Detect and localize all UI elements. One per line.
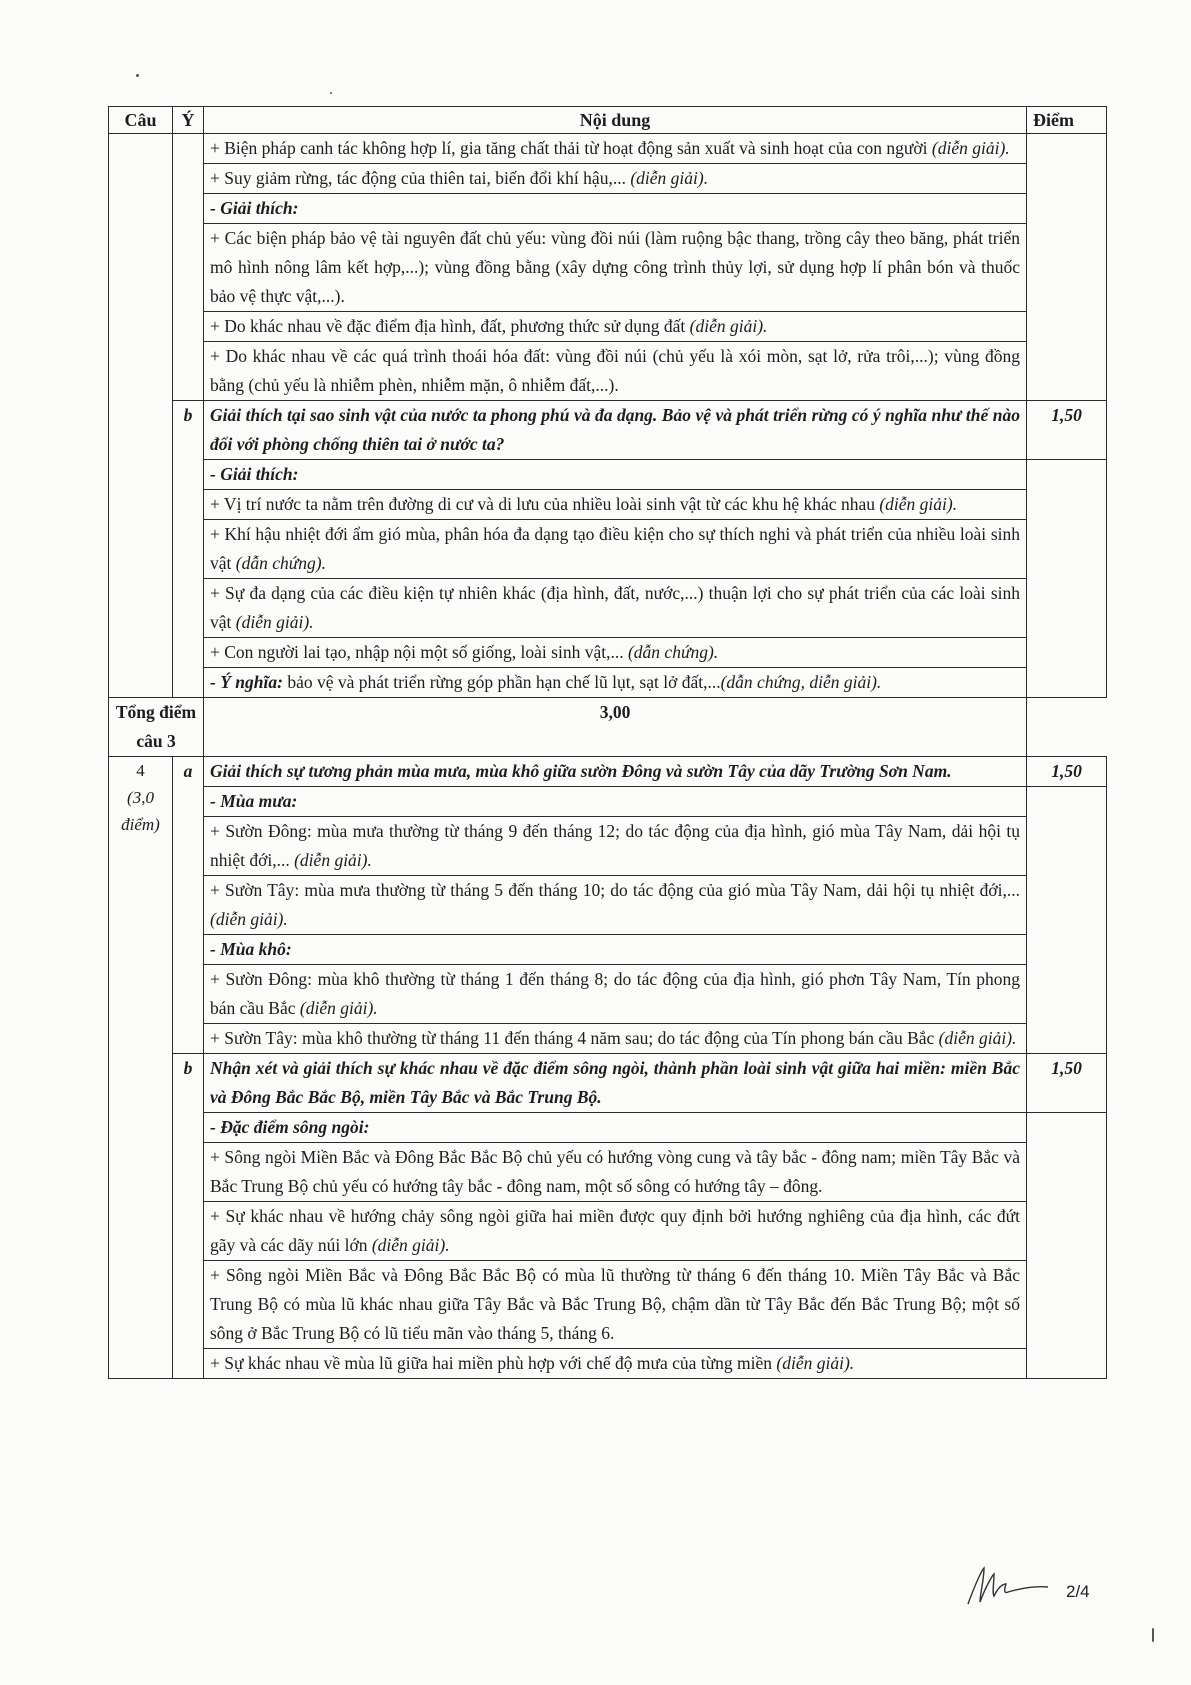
content-cell	[204, 579, 1027, 638]
cau-cell-continued	[109, 134, 173, 698]
content-cell	[204, 668, 1027, 698]
question-row	[109, 757, 1107, 787]
question-row	[109, 401, 1107, 460]
table-row	[109, 342, 1107, 401]
content-text: + Biện pháp canh tác không hợp lí, gia tăng chất thải từ hoạt động sản xuất và sinh hoạt của con người	[210, 138, 932, 158]
content-cell	[204, 817, 1027, 876]
table-row	[109, 312, 1107, 342]
content-note: (diễn giải).	[630, 168, 709, 188]
content-cell	[204, 342, 1027, 401]
answer-key-table	[108, 106, 1107, 1379]
table-row	[109, 490, 1107, 520]
content-text: + Sông ngòi Miền Bắc và Đông Bắc Bắc Bộ chủ yếu có hướng vòng cung và tây bắc - đông nam; miền Tây Bắc và Bắc Trung Bộ chủ yếu có hướng tây bắc - đông nam, một số sông có hướng tây – đông.	[210, 1147, 1020, 1196]
table-row	[109, 460, 1107, 490]
content-text: + Sự khác nhau về mùa lũ giữa hai miền phù hợp với chế độ mưa của từng miền	[210, 1353, 777, 1373]
lead-label: - Ý nghĩa:	[210, 672, 283, 692]
table-row	[109, 876, 1107, 935]
cau-number: 4	[136, 761, 145, 780]
content-cell	[204, 1113, 1027, 1143]
table-row	[109, 1024, 1107, 1054]
content-text: + Sườn Đông: mùa khô thường từ tháng 1 đến tháng 8; do tác động của địa hình, gió phơn Tây Nam, Tín phong bán cầu Bắc	[210, 969, 1020, 1018]
table-row	[109, 579, 1107, 638]
content-note: (diễn giải).	[210, 909, 288, 929]
scan-speck	[1152, 1628, 1154, 1642]
content-note: (diễn giải).	[879, 494, 958, 514]
header-cau: Câu	[109, 107, 173, 134]
content-cell	[204, 490, 1027, 520]
table-row	[109, 520, 1107, 579]
table-row	[109, 1113, 1107, 1143]
content-text: + Do khác nhau về đặc điểm địa hình, đất, phương thức sử dụng đất	[210, 316, 690, 336]
subheading: - Mùa khô:	[210, 939, 292, 959]
content-cell	[204, 965, 1027, 1024]
content-text: + Do khác nhau về các quá trình thoái hóa đất: vùng đồi núi (chủ yếu là xói mòn, sạt lở, rửa trôi,...); vùng đồng bằng (chủ yếu là nhiễm phèn, nhiễm mặn, ô nhiễm đất,...).	[210, 346, 1020, 395]
question-text: Giải thích sự tương phản mùa mưa, mùa khô giữa sườn Đông và sườn Tây của dãy Trường Sơn Nam.	[210, 761, 952, 781]
content-note: (dẫn chứng).	[627, 642, 719, 662]
content-cell	[204, 876, 1027, 935]
points-cell: 1,50	[1027, 1054, 1107, 1113]
content-cell	[204, 638, 1027, 668]
answer-key-page	[108, 106, 1106, 1379]
y-cell-continued	[173, 134, 204, 401]
header-diem: Điểm	[1027, 107, 1107, 134]
header-y: Ý	[173, 107, 204, 134]
content-text: + Các biện pháp bảo vệ tài nguyên đất chủ yếu: vùng đồi núi (làm ruộng bậc thang, trồng cây theo băng, phát triển mô hình nông lâm kết hợp,...); vùng đồng bằng (xây dựng công trình thủy lợi, sử dụng hợp lí phân bón và thuốc bảo vệ thực vật,...).	[210, 228, 1020, 306]
diem-empty-cell	[1027, 460, 1107, 698]
question-text: Nhận xét và giải thích sự khác nhau về đặc điểm sông ngòi, thành phần loài sinh vật giữa hai miền: miền Bắc và Đông Bắc Bắc Bộ, miền Tây Bắc và Bắc Trung Bộ.	[210, 1058, 1020, 1107]
content-note: (diễn giải).	[235, 612, 314, 632]
question-text: Giải thích tại sao sinh vật của nước ta phong phú và đa dạng. Bảo vệ và phát triển rừng có ý nghĩa như thế nào đối với phòng chống thiên tai ở nước ta?	[210, 405, 1020, 454]
header-noi-dung: Nội dung	[204, 107, 1027, 134]
table-row	[109, 638, 1107, 668]
table-row	[109, 668, 1107, 698]
content-text: + Con người lai tạo, nhập nội một số giống, loài sinh vật,...	[210, 642, 628, 662]
content-note: (diễn giải).	[299, 998, 378, 1018]
content-text: bảo vệ và phát triển rừng góp phần hạn chế lũ lụt, sạt lở đất,...	[282, 672, 721, 692]
content-text: + Sông ngòi Miền Bắc và Đông Bắc Bắc Bộ có mùa lũ thường từ tháng 6 đến tháng 10. Miền Tây Bắc và Bắc Trung Bộ có mùa lũ khác nhau giữa Tây Bắc và Bắc Trung Bộ, chậm dần từ Tây Bắc đến Bắc Trung Bộ; một số sông ở Bắc Trung Bộ có lũ tiểu mãn vào tháng 5, tháng 6.	[210, 1265, 1020, 1343]
y-label-a: a	[173, 757, 204, 1054]
content-note: (diễn giải).	[776, 1353, 855, 1373]
content-cell	[204, 224, 1027, 312]
y-label-b: b	[173, 1054, 204, 1379]
question-cell	[204, 1054, 1027, 1113]
cau-points-line2: điểm)	[121, 815, 160, 834]
scan-speck	[330, 92, 332, 94]
table-row	[109, 1202, 1107, 1261]
content-text: + Sự khác nhau về hướng chảy sông ngòi giữa hai miền được quy định bởi hướng nghiêng của địa hình, các đứt gãy và các dãy núi lớn	[210, 1206, 1020, 1255]
content-cell	[204, 787, 1027, 817]
table-row	[109, 134, 1107, 164]
content-note: (diễn giải).	[938, 1028, 1017, 1048]
question-row	[109, 1054, 1107, 1113]
content-cell	[204, 134, 1027, 164]
total-row	[109, 698, 1107, 757]
diem-cell-continued	[1027, 134, 1107, 401]
subheading: - Mùa mưa:	[210, 791, 298, 811]
table-row	[109, 787, 1107, 817]
content-note: (dẫn chứng).	[235, 553, 326, 573]
total-points: 3,00	[204, 698, 1027, 757]
scan-speck	[136, 74, 139, 77]
table-row	[109, 1261, 1107, 1349]
content-note: (diễn giải).	[689, 316, 768, 336]
y-label-b: b	[173, 401, 204, 698]
page-number: 2/4	[1066, 1582, 1090, 1601]
total-label: Tổng điểm câu 3	[109, 698, 204, 757]
content-text: + Khí hậu nhiệt đới ẩm gió mùa, phân hóa đa dạng tạo điều kiện cho sự thích nghi và phát triển của nhiều loài sinh vật	[210, 524, 1020, 573]
table-header-row	[109, 107, 1107, 134]
content-note: (dẫn chứng, diễn giải).	[720, 672, 882, 692]
table-row	[109, 194, 1107, 224]
content-cell	[204, 935, 1027, 965]
content-cell	[204, 520, 1027, 579]
table-row	[109, 1349, 1107, 1379]
content-text: + Suy giảm rừng, tác động của thiên tai, biến đổi khí hậu,...	[210, 168, 631, 188]
content-cell	[204, 312, 1027, 342]
table-row	[109, 817, 1107, 876]
content-note: (diễn giải).	[294, 850, 372, 870]
cau-4-cell	[109, 757, 173, 1379]
points-cell: 1,50	[1027, 401, 1107, 460]
content-note: (diễn giải).	[371, 1235, 450, 1255]
content-text: + Sườn Tây: mùa mưa thường từ tháng 5 đến tháng 10; do tác động của gió mùa Tây Nam, dải hội tụ nhiệt đới,...	[210, 880, 1020, 900]
content-cell	[204, 194, 1027, 224]
subheading: - Giải thích:	[210, 198, 299, 218]
content-cell	[204, 1202, 1027, 1261]
content-text: + Vị trí nước ta nằm trên đường di cư và di lưu của nhiều loài sinh vật từ các khu hệ khác nhau	[210, 494, 880, 514]
table-row	[109, 935, 1107, 965]
content-cell	[204, 460, 1027, 490]
signature	[962, 1562, 1052, 1608]
diem-empty-cell	[1027, 1113, 1107, 1379]
points-cell: 1,50	[1027, 757, 1107, 787]
content-text: + Sự đa dạng của các điều kiện tự nhiên khác (địa hình, đất, nước,...) thuận lợi cho sự phát triển của các loài sinh vật	[210, 583, 1020, 632]
question-cell	[204, 401, 1027, 460]
table-row	[109, 965, 1107, 1024]
content-cell	[204, 1349, 1027, 1379]
content-cell	[204, 1143, 1027, 1202]
content-cell	[204, 164, 1027, 194]
table-row	[109, 164, 1107, 194]
diem-empty-cell	[1027, 787, 1107, 1054]
table-row	[109, 224, 1107, 312]
content-text: + Sườn Tây: mùa khô thường từ tháng 11 đến tháng 4 năm sau; do tác động của Tín phong bán cầu Bắc	[210, 1028, 939, 1048]
content-cell	[204, 1261, 1027, 1349]
question-cell	[204, 757, 1027, 787]
content-cell	[204, 1024, 1027, 1054]
table-row	[109, 1143, 1107, 1202]
subheading: - Đặc điểm sông ngòi:	[210, 1117, 370, 1137]
subheading: - Giải thích:	[210, 464, 299, 484]
content-note: (diễn giải).	[931, 138, 1010, 158]
content-text: + Sườn Đông: mùa mưa thường từ tháng 9 đến tháng 12; do tác động của địa hình, gió mùa Tây Nam, dải hội tụ nhiệt đới,...	[210, 821, 1020, 870]
cau-points-line1: (3,0	[127, 788, 154, 807]
